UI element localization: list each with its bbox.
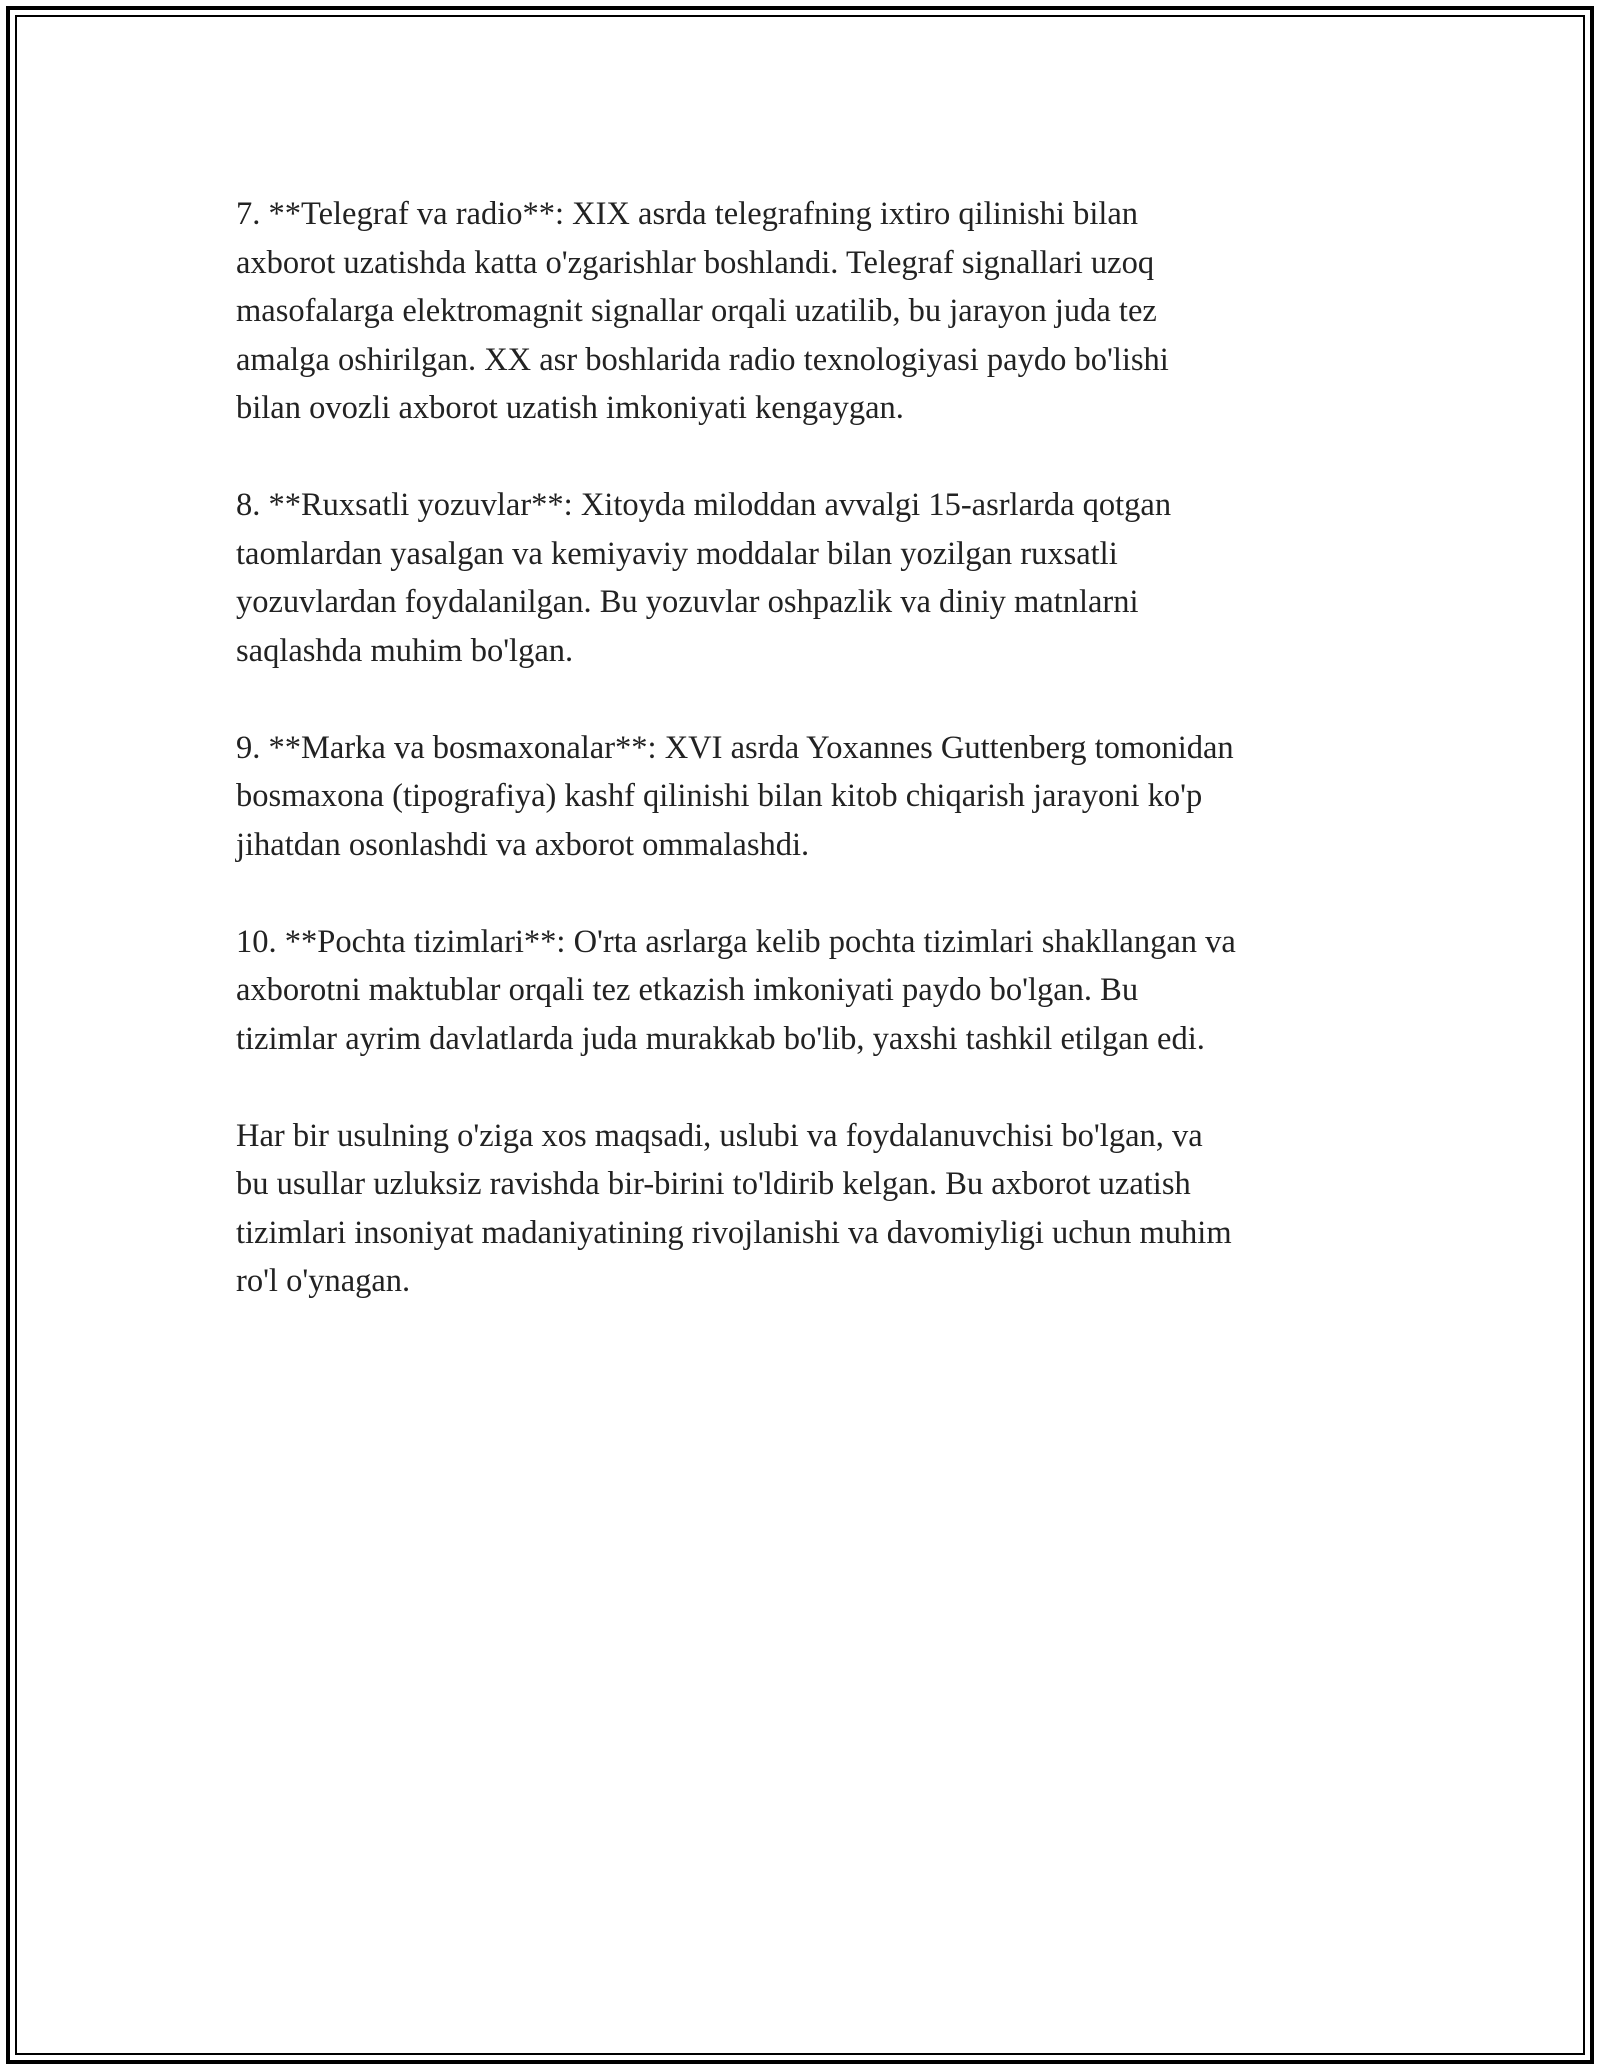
paragraph-telegraf-va-radio: 7. **Telegraf va radio**: XIX asrda telegrafning ixtiro qilinishi bilan axborot uzatishda katta o'zgarishlar boshlandi. Telegraf signallari uzoq masofalarga elektromagnit signallar orqali uzatilib, bu jarayon juda tez amalga oshirilgan. XX asr boshlarida radio texnologiyasi paydo bo'lishi bilan ovozli axborot uzatish imkoniyati kengaygan. (236, 196, 1169, 426)
paragraph-conclusion: Har bir usulning o'ziga xos maqsadi, uslubi va foydalanuvchisi bo'lgan, va bu usullar uzluksiz ravishda bir-birini to'ldirib kelgan. Bu axborot uzatish tizimlari insoniyat madaniyatining rivojlanishi va davomiyligi uchun muhim ro'l o'ynagan. (236, 1117, 1232, 1299)
document-body (236, 190, 1371, 1306)
paragraph-pochta-tizimlari: 10. **Pochta tizimlari**: O'rta asrlarga kelib pochta tizimlari shakllangan va axborotni maktublar orqali tez etkazish imkoniyati paydo bo'lgan. Bu tizimlar ayrim davlatlarda juda murakkab bo'lib, yaxshi tashkil etilgan edi. (236, 923, 1236, 1057)
paragraph-marka-va-bosmaxonalar: 9. **Marka va bosmaxonalar**: XVI asrda Yoxannes Guttenberg tomonidan bosmaxona (tipografiya) kashf qilinishi bilan kitob chiqarish jarayoni ko'p jihatdan osonlashdi va axborot ommalashdi. (236, 729, 1234, 863)
paragraph-ruxsatli-yozuvlar: 8. **Ruxsatli yozuvlar**: Xitoyda miloddan avvalgi 15-asrlarda qotgan taomlardan yasalgan va kemiyaviy moddalar bilan yozilgan ruxsatli yozuvlardan foydalanilgan. Bu yozuvlar oshpazlik va diniy matnlarni saqlashda muhim bo'lgan. (236, 487, 1172, 669)
